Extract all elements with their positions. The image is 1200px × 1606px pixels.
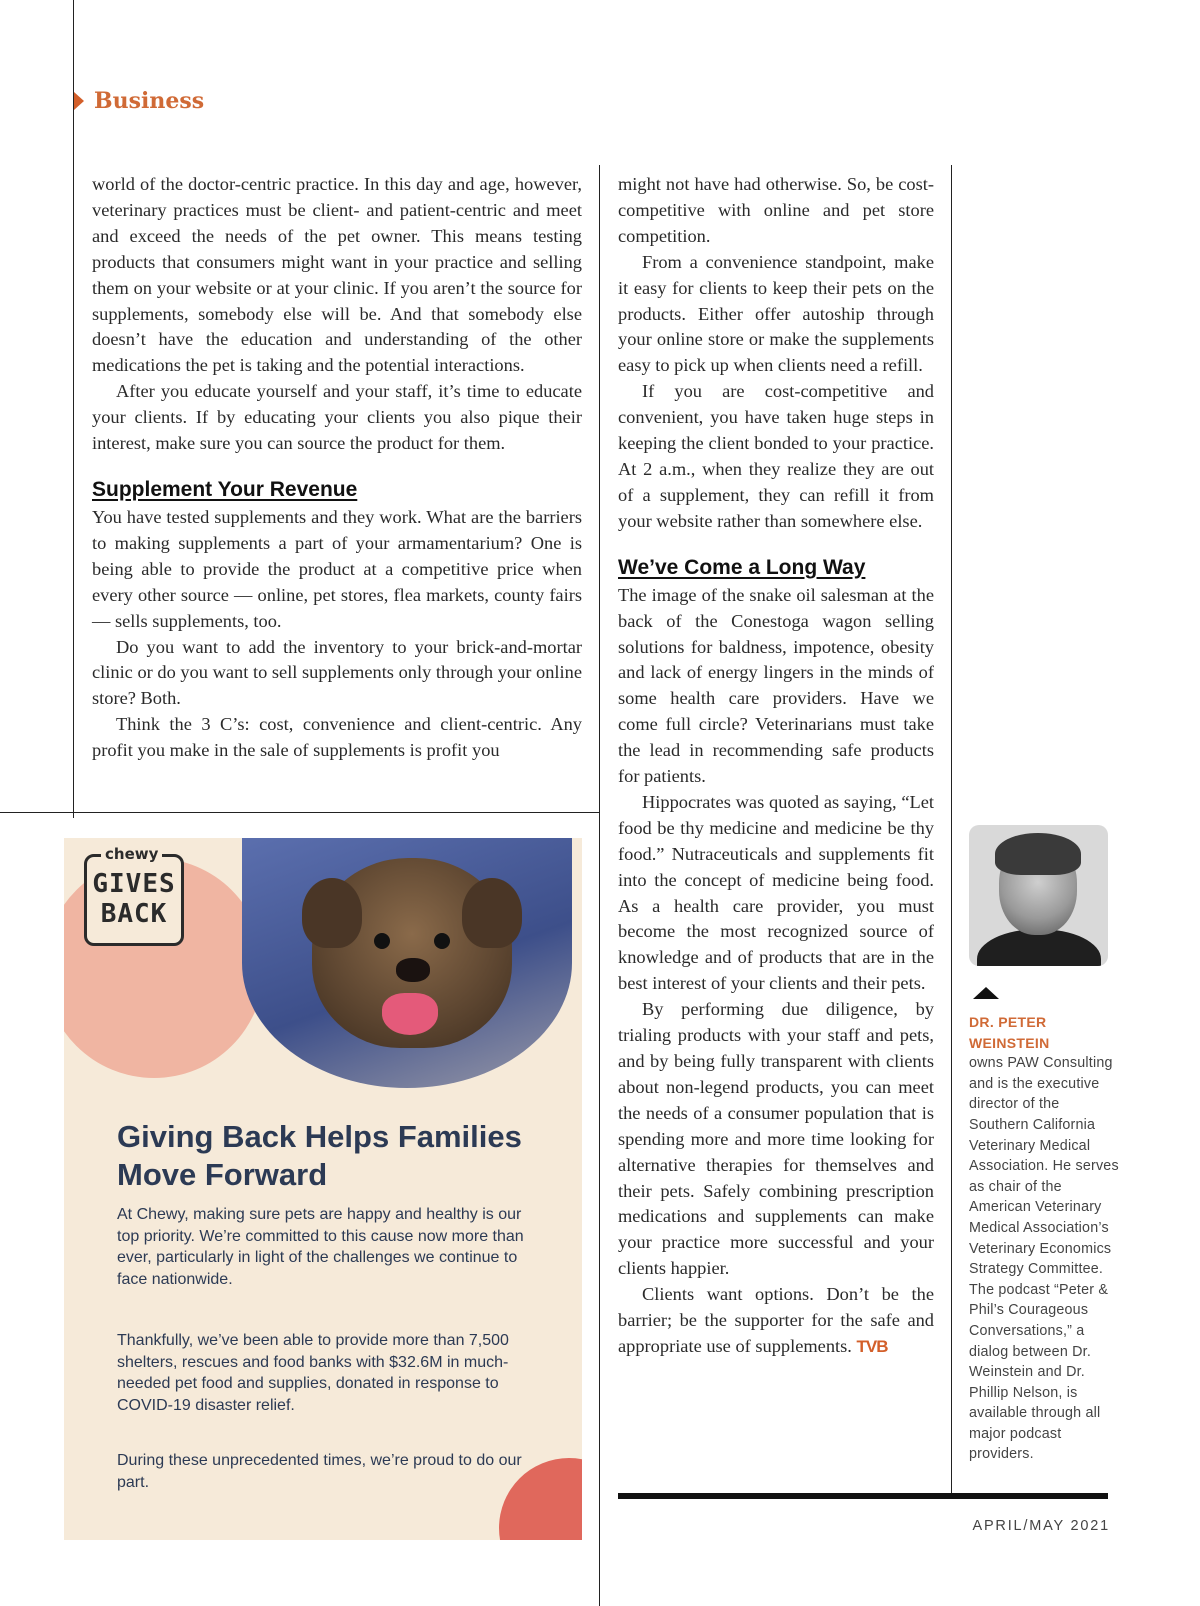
- paragraph: If you are cost-competitive and convenient, you have taken huge steps in keeping the client bonded to your practice. At 2 a.m., when they realize they are out of a supplement, they can refill it from your website rather than somewhere else.: [618, 381, 934, 531]
- right-margin-rule: [951, 165, 952, 1495]
- dog-ear: [302, 878, 362, 948]
- chewy-advertisement[interactable]: [64, 838, 582, 1540]
- paragraph: You have tested supplements and they work. What are the barriers to making supplements a part of your armamentarium? One is being able to provide the product at a competitive price when every other source — online, pet stores, flea markets, county fairs — sells supplements, too.: [92, 506, 582, 631]
- chewy-gives-back-logo: [84, 845, 184, 946]
- article-column-2: [618, 172, 934, 1360]
- section-tag: [74, 88, 204, 114]
- end-mark: TVB: [856, 1336, 888, 1356]
- triangle-up-icon: [973, 987, 999, 999]
- dog-eye: [434, 933, 450, 949]
- dog-tongue: [382, 993, 438, 1035]
- ad-paragraph: Thankfully, we’ve been able to provide more than 7,500 shelters, rescues and food banks with $32.6M in much-needed pet food and supplies, donated in response to COVID-19 disaster relief.: [117, 1332, 509, 1414]
- ad-heading: Giving Back Helps Families Move Forward: [117, 1119, 522, 1192]
- paragraph: From a convenience standpoint, make it easy for clients to keep their pets on the products. Either offer autoship through your online store or make the supplements easy to pick up when clients need a refill.: [618, 251, 934, 376]
- author-photo: [969, 825, 1108, 966]
- triangle-right-icon: [74, 92, 84, 110]
- logo-brand: chewy: [101, 845, 162, 863]
- dog-head: [312, 858, 512, 1048]
- paragraph: might not have had otherwise. So, be cost-competitive with online and pet store competition.: [618, 174, 934, 246]
- ad-paragraph: During these unprecedented times, we’re proud to do our part.: [117, 1452, 522, 1491]
- paragraph-final: [618, 1282, 934, 1360]
- paragraph-final-text: Clients want options. Don’t be the barrier; be the supporter for the safe and appropriate use of supplements.: [618, 1284, 934, 1356]
- paragraph: Do you want to add the inventory to your brick-and-mortar clinic or do you want to sell supplements only through your online store? Both.: [92, 636, 582, 709]
- dog-eye: [374, 933, 390, 949]
- logo-line: GIVES: [92, 869, 176, 899]
- paragraph: Think the 3 C’s: cost, convenience and client-centric. Any profit you make in the sale of supplements is profit you: [92, 714, 582, 761]
- dog-photo: [242, 838, 572, 1088]
- paragraph: Hippocrates was quoted as saying, “Let food be thy medicine and medicine be thy food.” Nutraceuticals and supplements fit into the concept of medicine being food. As a health care provider, you must become the most recognized source of knowledge and of products that are in the best interest of your clients and their pets.: [618, 791, 934, 994]
- dog-ear: [462, 878, 522, 948]
- ad-top-rule: [0, 812, 600, 813]
- article-column-1: [92, 172, 582, 764]
- author-hair: [995, 833, 1081, 875]
- subheading-supplement-revenue: Supplement Your Revenue: [92, 477, 358, 501]
- column-divider: [599, 165, 600, 1606]
- author-bio-text: owns PAW Consulting and is the executive director of the Southern California Veterinary Medical Association. He serves as chair of the American Veterinary Medical Association’s Veterinary Economics Strategy Committee. The podcast “Peter & Phil’s Courageous Conversations,” a dialog between Dr. Weinstein and Dr. Phillip Nelson, is available through all major podcast providers.: [969, 1055, 1119, 1463]
- section-label: Business: [94, 88, 205, 114]
- footer-rule: [618, 1493, 1108, 1499]
- logo-line: BACK: [100, 899, 168, 929]
- paragraph: By performing due diligence, by trialing products with your staff and pets, and by being fully transparent with clients about non-legend products, you can meet the needs of a consumer population that is spending more and more time looking for alternative therapies for themselves and their pets. Safely combining prescription medications and supplements can make your practice more successful and your clients happier.: [618, 999, 934, 1279]
- paragraph: After you educate yourself and your staff, it’s time to educate your clients. If by educating your clients you also pique their interest, make sure you can source the product for them.: [92, 381, 582, 454]
- paragraph: The image of the snake oil salesman at the back of the Conestoga wagon selling solutions for baldness, impotence, obesity and lack of energy lingers in the minds of some health care providers. Have we come full circle? Veterinarians must take the lead in recommending safe products for patients.: [618, 584, 934, 787]
- left-margin-rule: [73, 0, 74, 818]
- author-name: DR. PETER WEINSTEIN: [969, 1014, 1050, 1051]
- paragraph: world of the doctor-centric practice. In this day and age, however, veterinary practices must be client- and patient-centric and meet and exceed the needs of the pet owner. This means testing products that consumers might want in your practice and selling them on your website or at your clinic. If you aren’t the source for supplements, somebody else will be. And that somebody else doesn’t have the education and understanding of the other medications the pet is taking and the potential interactions.: [92, 174, 582, 376]
- dog-nose: [396, 958, 430, 982]
- subheading-long-way: We’ve Come a Long Way: [618, 555, 866, 579]
- issue-date: APRIL/MAY 2021: [972, 1518, 1110, 1534]
- author-bio: [969, 1012, 1119, 1465]
- ad-paragraph: At Chewy, making sure pets are happy and healthy is our top priority. We’re committed to this cause now more than ever, particularly in light of the challenges we continue to face nationwide.: [117, 1206, 524, 1288]
